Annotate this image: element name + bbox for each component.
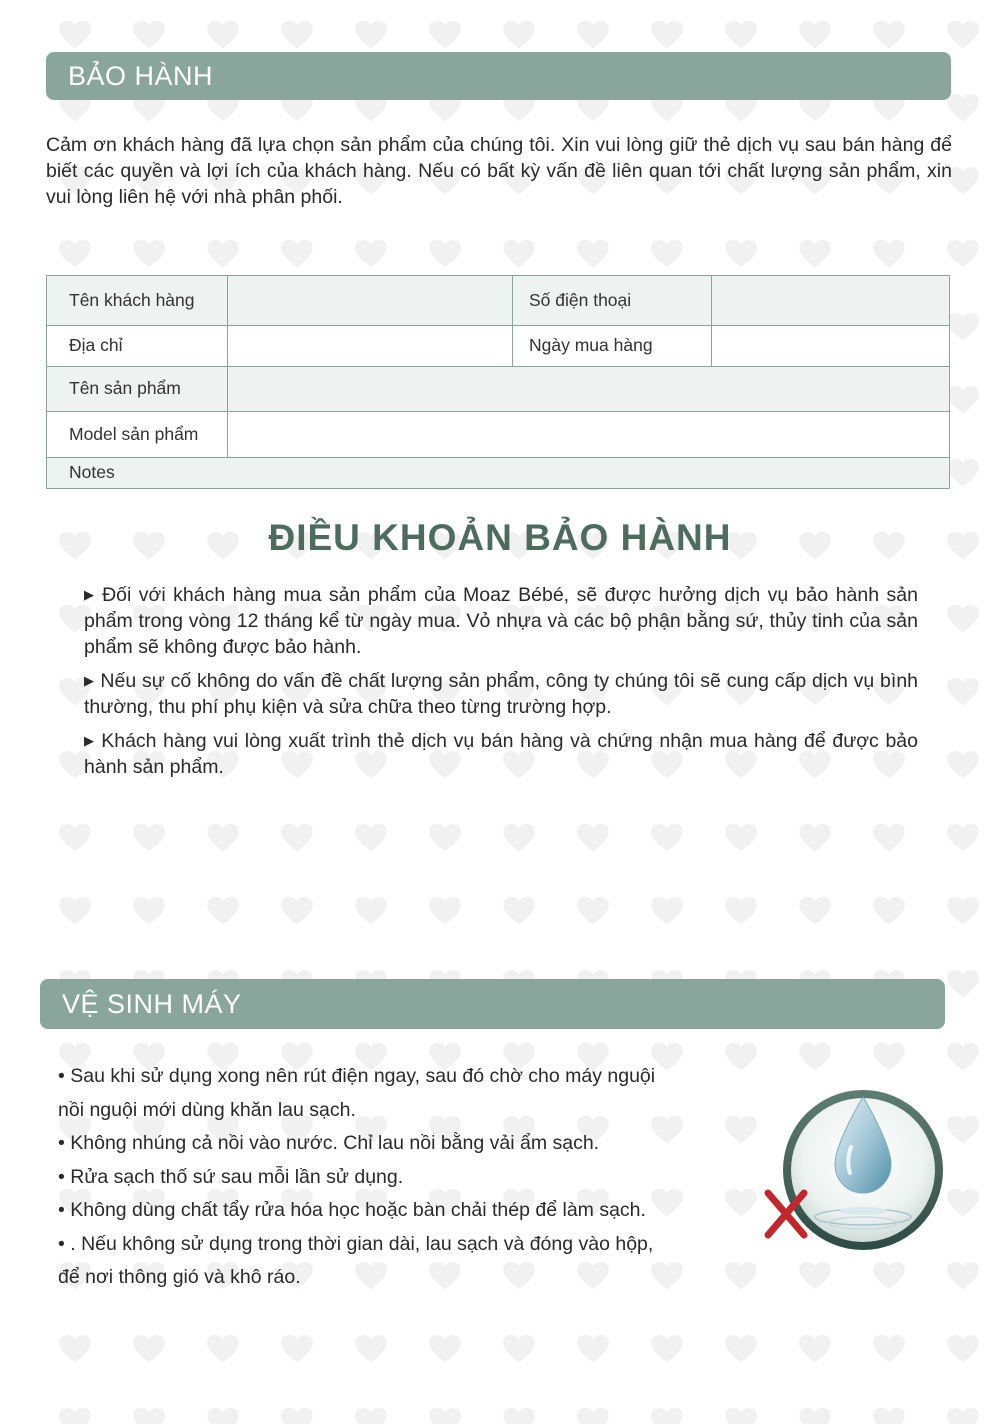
cleaning-line: • Rửa sạch thố sứ sau mỗi lần sử dụng. [58, 1165, 404, 1188]
product-model-label: Model sản phẩm [69, 423, 199, 444]
notes-label: Notes [69, 462, 115, 482]
cleaning-line: để nơi thông gió và khô ráo. [58, 1266, 301, 1288]
triangle-bullet-icon: ▶ [84, 587, 97, 602]
terms-item: ▶ Khách hàng vui lòng xuất trình thẻ dịch vụ bán hàng và chứng nhận mua hàng để được bảo hành sản phẩm. [84, 730, 918, 778]
product-name-field[interactable] [228, 366, 949, 411]
terms-item: ▶ Đối với khách hàng mua sản phẩm của Moaz Bébé, sẽ được hưởng dịch vụ bảo hành sản phẩm trong vòng 12 tháng kể từ ngày mua. Vỏ nhựa và các bộ phận bằng sứ, thủy tinh của sản phẩm sẽ không được bảo hành. [84, 584, 919, 658]
cleaning-line: • Không nhúng cả nồi vào nước. Chỉ lau nồi bằng vải ẩm sạch. [58, 1132, 600, 1154]
warranty-terms-list [84, 582, 918, 788]
product-model-field[interactable] [228, 411, 949, 457]
address-field[interactable] [228, 325, 512, 366]
cleaning-line: • Sau khi sử dụng xong nên rút điện ngay, sau đó chờ cho máy nguội [58, 1065, 656, 1087]
phone-label: Số điện thoại [529, 290, 632, 310]
customer-name-label: Tên khách hàng [69, 290, 195, 310]
cleaning-section-header: VỆ SINH MÁY [40, 979, 945, 1029]
purchase-date-field[interactable] [712, 325, 949, 366]
cleaning-line: nồi nguội mới dùng khăn lau sạch. [58, 1098, 356, 1121]
address-label: Địa chỉ [69, 335, 123, 355]
purchase-date-label: Ngày mua hàng [529, 335, 653, 355]
cleaning-line: • . Nếu không sử dụng trong thời gian dài, lau sạch và đóng vào hộp, [58, 1232, 654, 1255]
warranty-intro-text: Cảm ơn khách hàng đã lựa chọn sản phẩm của chúng tôi. Xin vui lòng giữ thẻ dịch vụ sau bán hàng để biết các quyền và lợi ích của khách hàng. Nếu có bất kỳ vấn đề liên quan tới chất lượng sản phẩm, xin vui lòng liên hệ với nhà phân phối. [46, 134, 952, 208]
product-name-label: Tên sản phẩm [69, 378, 181, 398]
terms-item: ▶ Nếu sự cố không do vấn đề chất lượng sản phẩm, công ty chúng tôi sẽ cung cấp dịch vụ bình thường, thu phí phụ kiện và sửa chữa theo từng trường hợp. [84, 670, 919, 718]
triangle-bullet-icon: ▶ [84, 673, 95, 688]
cleaning-instructions [58, 1060, 778, 1295]
customer-name-field[interactable] [228, 276, 512, 325]
triangle-bullet-icon: ▶ [84, 733, 96, 748]
cleaning-line: • Không dùng chất tẩy rửa hóa học hoặc bàn chải thép để làm sạch. [58, 1199, 646, 1221]
water-drop-not-allowed-icon [762, 1085, 952, 1255]
warranty-section-header: BẢO HÀNH [46, 52, 951, 100]
phone-field[interactable] [712, 276, 949, 325]
warranty-terms-title: ĐIỀU KHOẢN BẢO HÀNH [268, 517, 732, 558]
customer-info-table [46, 275, 950, 489]
